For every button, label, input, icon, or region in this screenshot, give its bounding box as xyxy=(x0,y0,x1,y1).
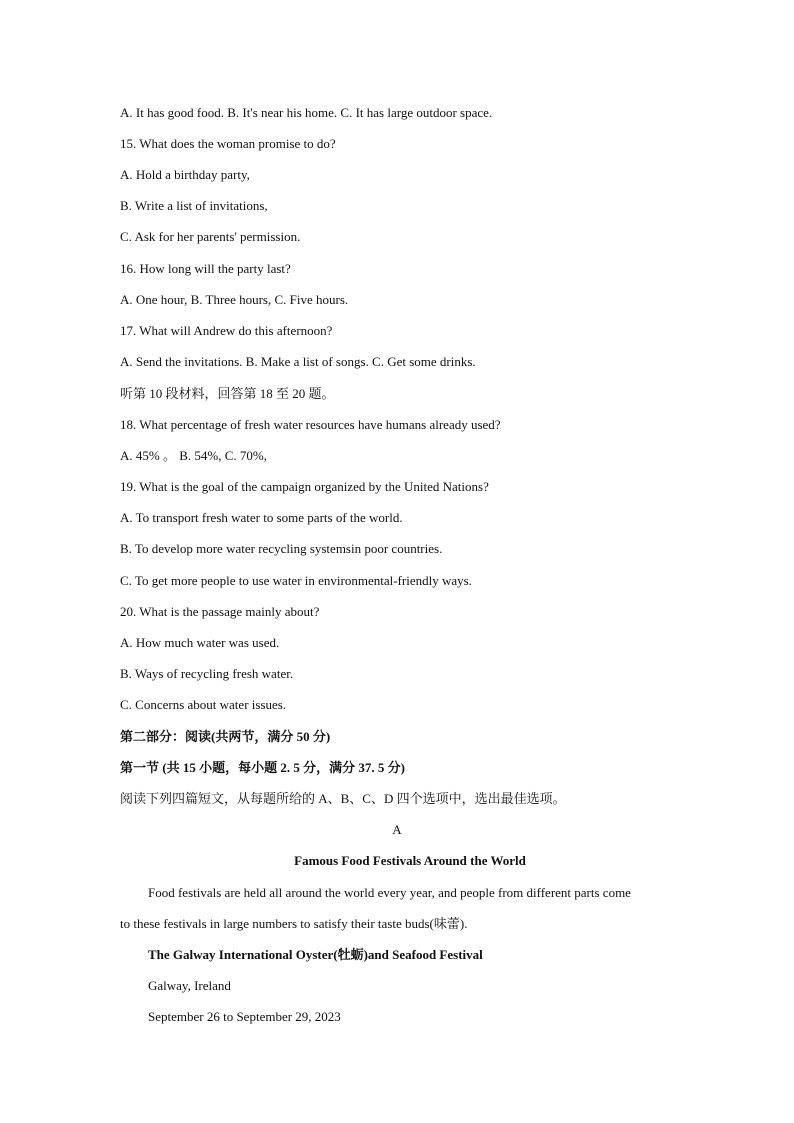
q19-option-a: A. To transport fresh water to some parts of the world. xyxy=(120,510,403,525)
q16-options: A. One hour, B. Three hours, C. Five hours. xyxy=(120,292,349,307)
q18-options: A. 45% 。 B. 54%, C. 70%, xyxy=(120,448,267,463)
q15-option-c: C. Ask for her parents' permission. xyxy=(120,229,301,244)
q15-question: 15. What does the woman promise to do? xyxy=(120,136,336,151)
q14-options: A. It has good food. B. It's near his home. C. It has large outdoor space. xyxy=(120,105,493,120)
q20-question: 20. What is the passage mainly about? xyxy=(120,604,320,619)
q19-option-b: B. To develop more water recycling systemsin poor countries. xyxy=(120,541,443,556)
festival-name: The Galway International Oyster(牡蛎)and Seafood Festival xyxy=(148,947,483,962)
q17-options: A. Send the invitations. B. Make a list of songs. C. Get some drinks. xyxy=(120,354,476,369)
part-two-heading: 第二部分：阅读(共两节，满分 50 分) xyxy=(120,729,331,744)
q17-question: 17. What will Andrew do this afternoon? xyxy=(120,323,333,338)
q16-question: 16. How long will the party last? xyxy=(120,261,291,276)
festival-dates: September 26 to September 29, 2023 xyxy=(148,1009,341,1024)
q19-option-c: C. To get more people to use water in environmental-friendly ways. xyxy=(120,573,472,588)
passage-label: A xyxy=(392,822,402,837)
q20-option-c: C. Concerns about water issues. xyxy=(120,697,287,712)
festival-location: Galway, Ireland xyxy=(148,978,231,993)
q20-option-a: A. How much water was used. xyxy=(120,635,280,650)
section-instruction: 听第 10 段材料，回答第 18 至 20 题。 xyxy=(120,386,335,401)
reading-instruction: 阅读下列四篇短文，从每题所给的 A、B、C、D 四个选项中，选出最佳选项。 xyxy=(120,791,566,806)
passage-title: Famous Food Festivals Around the World xyxy=(294,853,526,868)
q15-option-a: A. Hold a birthday party, xyxy=(120,167,250,182)
passage-paragraph-line-2: to these festivals in large numbers to satisfy their taste buds(味蕾). xyxy=(120,916,468,931)
q19-question: 19. What is the goal of the campaign organized by the United Nations? xyxy=(120,479,489,494)
passage-paragraph-line-1: Food festivals are held all around the world every year, and people from different parts come xyxy=(148,885,631,900)
q20-option-b: B. Ways of recycling fresh water. xyxy=(120,666,294,681)
q15-option-b: B. Write a list of invitations, xyxy=(120,198,268,213)
section-one-heading: 第一节 (共 15 小题，每小题 2. 5 分，满分 37. 5 分) xyxy=(120,760,405,775)
q18-question: 18. What percentage of fresh water resources have humans already used? xyxy=(120,417,501,432)
